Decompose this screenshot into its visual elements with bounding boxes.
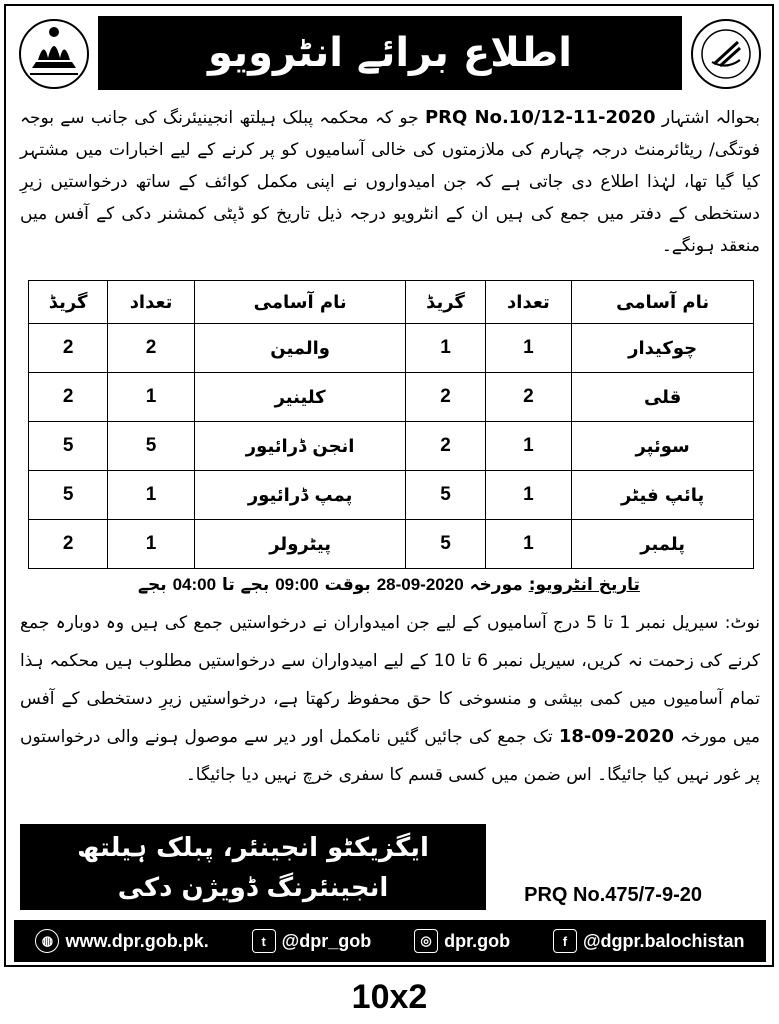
post-name: پمپ ڈرائیور — [194, 471, 406, 520]
posts-table — [28, 280, 754, 569]
post-quantity: 1 — [485, 422, 572, 471]
post-name: پائپ فیٹر — [572, 471, 754, 520]
post-grade: 2 — [29, 373, 108, 422]
post-quantity: 1 — [485, 324, 572, 373]
facebook-item[interactable] — [553, 929, 745, 953]
interview-start-time: 09:00 — [275, 575, 319, 594]
instagram-handle[interactable]: dpr.gob — [444, 930, 511, 951]
instagram-item[interactable] — [414, 929, 510, 953]
note-deadline-date: 18-09-2020 — [558, 726, 674, 747]
dpr-seal-logo — [690, 18, 762, 90]
twitter-icon: t — [252, 929, 276, 953]
post-grade: 5 — [406, 471, 485, 520]
post-grade: 5 — [29, 471, 108, 520]
post-grade: 1 — [406, 324, 485, 373]
note-text-2: تک جمع کی جائیں گئیں نامکمل اور دیر سے موصول ہونے والی درخواستوں پر غور نہیں کیا جائیگا۔ اس ضمن میں کسی قسم کا سفری خرچ نہیں دیا جائیگا۔ — [20, 727, 760, 785]
table-row — [29, 422, 754, 471]
post-name: والمین — [194, 324, 406, 373]
table-row — [29, 520, 754, 569]
signature-line-2: انجینئرنگ ڈویژن دکی — [117, 873, 389, 903]
interview-time-word: بوقت — [324, 575, 371, 595]
facebook-handle[interactable]: @dgpr.balochistan — [582, 930, 745, 951]
post-quantity: 1 — [108, 373, 195, 422]
intro-paragraph — [20, 102, 760, 262]
government-emblem-logo — [18, 18, 90, 90]
post-grade: 2 — [29, 324, 108, 373]
intro-text-2: جو کہ محکمہ پبلک ہیلتھ انجینیئرنگ کی جانب سے بوجہ فوتگی/ ریٹائرمنٹ درجہ چہارم کی ملازمتوں کی خالی آسامیوں کو پر کرنے کے لیے اخبارات میں مشتہر کیا گیا تھا، لہٰذا اطلاع دی جاتی ہے کہ جن امیدواروں نے اپنی مکمل کوائف کے ساتھ درخواستیں زیرِ دستخطی کے دفتر میں جمع کی ہیں ان کے انٹرویو درجہ ذیل تاریخ کو ڈپٹی کمشنر دکی کے آفس میں منعقد ہونگے۔ — [20, 108, 760, 256]
post-quantity: 1 — [485, 471, 572, 520]
post-grade: 2 — [406, 422, 485, 471]
note-text-1: نوٹ: سیریل نمبر 1 تا 5 درج آسامیوں کے لیے جن امیدواران نے درخواستیں جمع کی ہیں وہ دوبارہ جمع کرنے کی زحمت نہ کریں، سیریل نمبر 6 تا 10 کے لیے امیدواران سے درخواستیں مطلوب ہیں محکمہ ہذا تمام آسامیوں میں کمی بیشی و منسوخی کا حق محفوظ رکھتا ہے، درخواستیں زیرِ دستخطی کے آفس میں مورخہ — [20, 613, 761, 747]
post-name: سوئپر — [572, 422, 754, 471]
globe-icon: ◍ — [35, 929, 59, 953]
post-grade: 5 — [29, 422, 108, 471]
header-post-name: نام آسامی — [572, 281, 754, 324]
page-title: اطلاع برائے انٹرویو — [98, 16, 682, 90]
header — [14, 14, 766, 94]
post-quantity: 5 — [108, 422, 195, 471]
prq-number: PRQ No.475/7-9-20 — [524, 884, 702, 906]
signature-line-1: ایگزیکٹو انجینئر، پبلک ہیلتھ — [77, 833, 429, 863]
header-grade: گریڈ — [406, 281, 485, 324]
website-link[interactable]: www.dpr.gob.pk. — [65, 930, 209, 951]
prq-reference: PRQ No.10/12-11-2020 — [424, 107, 656, 128]
note-paragraph — [20, 604, 760, 794]
header-post-name-2: نام آسامی — [194, 281, 406, 324]
post-quantity: 1 — [108, 471, 195, 520]
post-name: پیٹرولر — [194, 520, 406, 569]
post-name: پلمبر — [572, 520, 754, 569]
post-quantity: 2 — [108, 324, 195, 373]
post-grade: 5 — [406, 520, 485, 569]
interview-date: 28-09-2020 — [376, 575, 464, 594]
ad-size-label: 10x2 — [351, 978, 428, 1016]
interview-to-word: بجے تا — [221, 575, 270, 595]
interview-date-line — [6, 574, 772, 595]
post-quantity: 1 — [485, 520, 572, 569]
social-bar — [14, 920, 766, 962]
instagram-icon: ◎ — [414, 929, 438, 953]
website-item[interactable] — [35, 929, 208, 953]
post-name: کلینیر — [194, 373, 406, 422]
header-quantity-2: تعداد — [108, 281, 195, 324]
table-header-row — [29, 281, 754, 324]
interview-hrs-word: بجے — [138, 575, 167, 595]
interview-dated-word: مورخہ — [469, 575, 523, 595]
post-grade: 2 — [29, 520, 108, 569]
post-name: قلی — [572, 373, 754, 422]
facebook-icon: f — [553, 929, 577, 953]
table-row — [29, 373, 754, 422]
signature-block — [20, 824, 486, 910]
post-grade: 2 — [406, 373, 485, 422]
post-name: چوکیدار — [572, 324, 754, 373]
post-quantity: 2 — [485, 373, 572, 422]
table-row — [29, 471, 754, 520]
table-row — [29, 324, 754, 373]
twitter-handle[interactable]: @dpr_gob — [281, 930, 372, 951]
twitter-item[interactable] — [252, 929, 372, 953]
header-quantity: تعداد — [485, 281, 572, 324]
advertisement-frame — [4, 4, 774, 967]
post-quantity: 1 — [108, 520, 195, 569]
interview-label: تاریخ انٹرویو: — [528, 575, 640, 595]
header-grade-2: گریڈ — [29, 281, 108, 324]
intro-text-1: بحوالہ اشتہار — [661, 108, 761, 128]
post-name: انجن ڈرائیور — [194, 422, 406, 471]
interview-end-time: 04:00 — [172, 575, 217, 594]
